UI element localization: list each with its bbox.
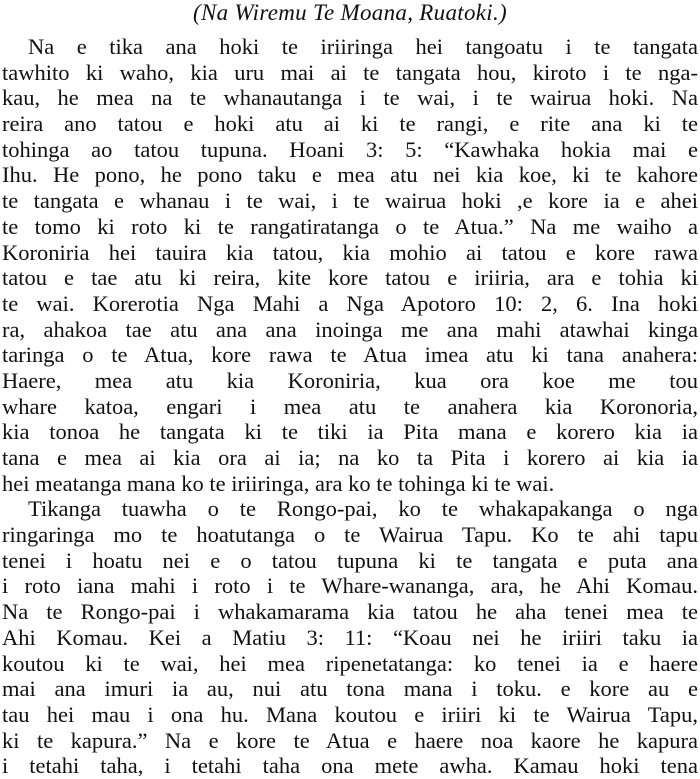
text-line: Tikanga tuawha o te Rongo-pai, ko te whakapakanga o nga — [28, 496, 698, 522]
text-line: ki te kapura.” Na e kore te Atua e haere noa kaore he kapura — [2, 727, 698, 753]
text-line: hei meatanga mana ko te iriiringa, ara ko te tohinga ki te wai. — [2, 470, 555, 496]
text-line: te wai. Korerotia Nga Mahi a Nga Apotoro 10: 2, 6. Ina hoki — [2, 290, 698, 316]
byline: (Na Wiremu Te Moana, Ruatoki.) — [193, 0, 507, 25]
text-line: kau, he mea na te whanautanga i te wai, i te wairua hoki. Na — [2, 85, 698, 111]
text-line: te tangata e whanau i te wai, i te wairua hoki ,e kore ia e ahei — [2, 188, 698, 214]
text-line: Na e tika ana hoki te iriiringa hei tangoatu i te tangata — [28, 34, 698, 59]
text-line: Na te Rongo-pai i whakamarama kia tatou he aha tenei mea te — [2, 599, 698, 625]
text-line: koutou ki te wai, hei mea ripenetatanga: ko tenei ia e haere — [2, 650, 698, 676]
text-line: mai ana imuri ia au, nui atu tona mana i toku. e kore au e — [2, 676, 698, 702]
text-line: tau hei mau i ona hu. Mana koutou e iriiri ki te Wairua Tapu, — [2, 701, 698, 727]
article-body — [0, 30, 700, 779]
text-line: i roto iana mahi i roto i te Whare-wananga, ara, he Ahi Komau. — [2, 573, 698, 599]
text-line: Haere, mea atu kia Koroniria, kua ora koe me tou — [2, 367, 698, 393]
text-line: i tetahi taha, i tetahi taha ona mete awha. Kamau hoki tena — [2, 753, 698, 779]
paragraph-2 — [0, 496, 700, 779]
text-line: ringaringa mo te hoatutanga o te Wairua Tapu. Ko te ahi tapu — [2, 522, 698, 548]
text-line: whare katoa, engari i mea atu te anahera kia Koronoria, — [2, 393, 698, 419]
text-line: taringa o te Atua, kore rawa te Atua imea atu ki tana anahera: — [2, 342, 698, 368]
text-line: tenei i hoatu nei e o tatou tupuna ki te tangata e puta ana — [2, 547, 698, 573]
text-line: Ahi Komau. Kei a Matiu 3: 11: “Koau nei he iriiri taku ia — [2, 624, 698, 650]
paragraph-1 — [0, 34, 700, 496]
text-line: te tomo ki roto ki te rangatiratanga o te Atua.” Na me waiho a — [2, 213, 698, 239]
text-line: ra, ahakoa tae atu ana ana inoinga me ana mahi atawhai kinga — [2, 316, 698, 342]
text-line: tana e mea ai kia ora ai ia; na ko ta Pita i korero ai kia ia — [2, 445, 698, 470]
text-line: Ihu. He pono, he pono taku e mea atu nei kia koe, ki te kahore — [2, 162, 698, 188]
text-line: reira ano tatou e hoki atu ai ki te rangi, e rite ana ki te — [2, 111, 698, 137]
text-line: tatou e tae atu ki reira, kite kore tatou e iriiria, ara e tohia ki — [2, 265, 698, 291]
text-line: tohinga ao tatou tupuna. Hoani 3: 5: “Kawhaka hokia mai e — [2, 136, 698, 162]
text-line: tawhito ki waho, kia uru mai ai te tangata hou, kiroto i te nga- — [2, 59, 698, 85]
text-line: kia tonoa he tangata ki te tiki ia Pita mana e korero kia ia — [2, 419, 698, 445]
text-line: Koroniria hei tauira kia tatou, kia mohio ai tatou e kore rawa — [2, 239, 698, 265]
